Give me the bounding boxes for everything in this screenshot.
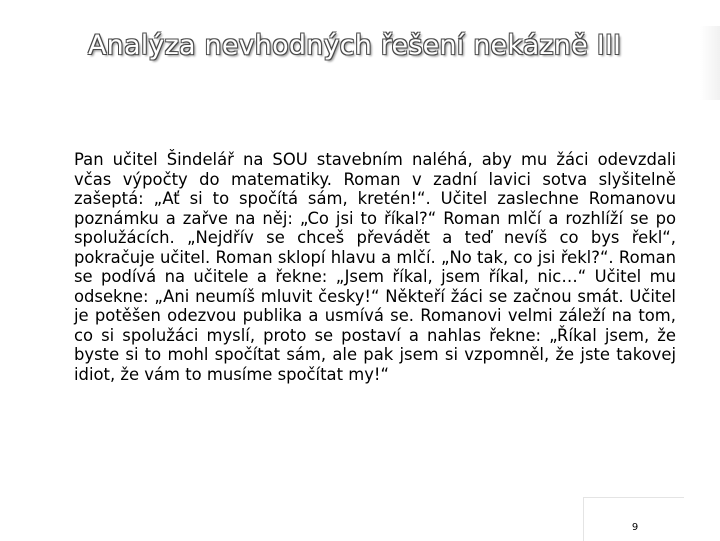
- page-number: 9: [631, 522, 639, 533]
- title-band: [0, 22, 720, 78]
- slide-body-text: Pan učitel Šindelář na SOU stavebním naléhá, aby mu žáci odevzdali včas výpočty do matematiky. Roman v zadní lavici sotva slyšitelně zašeptá: „Ať si to spočítá sám, kretén!“. Učitel zaslechne Romanovu poznámku a zařve na něj: „Co jsi to říkal?“ Roman mlčí a rozhlíží se po spolužácích. „Nejdřív se chceš převádět a teď nevíš co bys řekl“, pokračuje učitel. Roman sklopí hlavu a mlčí. „No tak, co jsi řekl?“. Roman se podívá na učitele a řekne: „Jsem říkal, jsem říkal, nic…“ Učitel mu odsekne: „Ani neumíš mluvit česky!“ Někteří žáci se začnou smát. Učitel je potěšen odezvou publika a usmívá se. Romanovi velmi záleží na tom, co si spolužáci myslí, proto se postaví a nahlas řekne: „Říkal jsem, že byste si to mohl spočítat sám, ale pak jsem si vzpomněl, že jste takovej idiot, že vám to musíme spočítat my!“: [74, 150, 676, 384]
- slide-title: Analýza nevhodných řešení nekázně III: [88, 30, 622, 61]
- page-number-frame: [583, 497, 684, 541]
- title-decoration: [700, 26, 720, 100]
